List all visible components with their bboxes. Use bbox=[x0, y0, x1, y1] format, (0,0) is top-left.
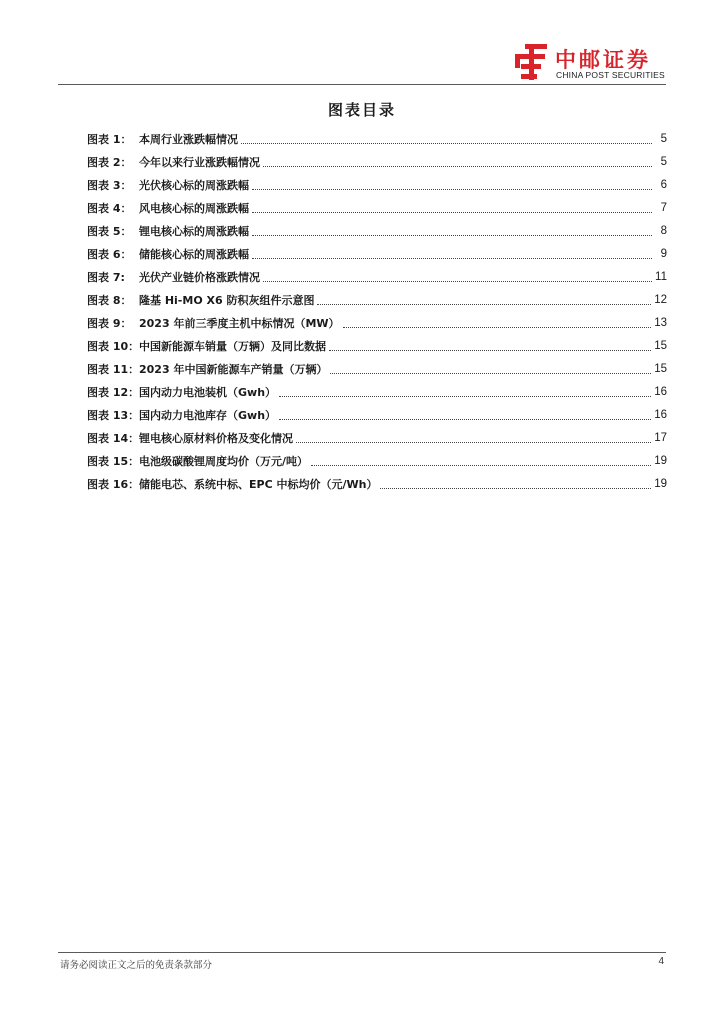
toc-entry-label: 图表 12： bbox=[87, 385, 140, 399]
toc-entry-page: 19 bbox=[654, 477, 667, 490]
toc-entry-title: 锂电核心原材料价格及变化情况 bbox=[139, 431, 293, 445]
toc-entry[interactable] bbox=[87, 403, 667, 426]
toc-entry-title: 储能电芯、系统中标、EPC 中标均价（元/Wh） bbox=[139, 477, 378, 491]
toc-entry-title: 电池级碳酸锂周度均价（万元/吨） bbox=[139, 454, 309, 468]
toc-dot-leader bbox=[317, 303, 651, 305]
toc-entry[interactable] bbox=[87, 449, 667, 472]
toc-entry-page: 16 bbox=[654, 408, 667, 421]
figure-toc-list bbox=[87, 127, 667, 495]
toc-entry-label: 图表 14： bbox=[87, 431, 140, 445]
toc-entry[interactable] bbox=[87, 196, 667, 219]
toc-entry-label: 图表 11： bbox=[87, 362, 140, 376]
toc-entry-label: 图表 6： bbox=[87, 247, 132, 261]
toc-entry-title: 隆基 Hi-MO X6 防积灰组件示意图 bbox=[139, 293, 315, 307]
toc-dot-leader bbox=[263, 280, 652, 282]
footer-disclaimer: 请务必阅读正文之后的免责条款部分 bbox=[60, 960, 213, 971]
toc-title: 图表目录 bbox=[327, 101, 396, 119]
toc-dot-leader bbox=[252, 234, 652, 236]
toc-entry-label: 图表 5： bbox=[87, 224, 132, 238]
toc-entry-label: 图表 9： bbox=[87, 316, 132, 330]
brand-logo bbox=[511, 42, 671, 82]
toc-entry-title: 国内动力电池库存（Gwh） bbox=[139, 408, 277, 422]
toc-dot-leader bbox=[252, 211, 652, 213]
toc-entry[interactable] bbox=[87, 150, 667, 173]
toc-entry-page: 8 bbox=[660, 224, 667, 237]
toc-entry-title: 光伏核心标的周涨跌幅 bbox=[139, 178, 249, 192]
toc-entry[interactable] bbox=[87, 472, 667, 495]
brand-name-cn: 中邮证券 bbox=[555, 48, 651, 72]
toc-entry-title: 本周行业涨跌幅情况 bbox=[139, 132, 238, 146]
toc-dot-leader bbox=[279, 418, 651, 420]
toc-entry-page: 5 bbox=[660, 132, 667, 145]
toc-dot-leader bbox=[296, 441, 651, 443]
toc-entry-label: 图表 15： bbox=[87, 454, 140, 468]
header-divider bbox=[58, 84, 666, 85]
toc-entry-title: 光伏产业链价格涨跌情况 bbox=[139, 270, 260, 284]
toc-entry-page: 16 bbox=[654, 385, 667, 398]
toc-entry[interactable] bbox=[87, 357, 667, 380]
toc-entry-page: 12 bbox=[654, 293, 667, 306]
toc-entry[interactable] bbox=[87, 173, 667, 196]
toc-entry-label: 图表 7: bbox=[87, 270, 125, 284]
toc-entry-page: 9 bbox=[660, 247, 667, 260]
toc-entry-title: 风电核心标的周涨跌幅 bbox=[139, 201, 249, 215]
toc-entry[interactable] bbox=[87, 311, 667, 334]
toc-entry[interactable] bbox=[87, 219, 667, 242]
toc-entry-label: 图表 3： bbox=[87, 178, 132, 192]
footer-page-number: 4 bbox=[658, 956, 664, 967]
toc-entry[interactable] bbox=[87, 426, 667, 449]
toc-entry-page: 19 bbox=[654, 454, 667, 467]
toc-dot-leader bbox=[263, 165, 652, 167]
toc-dot-leader bbox=[330, 372, 651, 374]
toc-entry[interactable] bbox=[87, 242, 667, 265]
toc-dot-leader bbox=[279, 395, 651, 397]
toc-entry-label: 图表 2： bbox=[87, 155, 132, 169]
toc-dot-leader bbox=[252, 188, 652, 190]
toc-dot-leader bbox=[241, 142, 652, 144]
toc-entry-label: 图表 16： bbox=[87, 477, 140, 491]
china-post-logo-icon bbox=[511, 42, 551, 82]
toc-entry-page: 6 bbox=[660, 178, 667, 191]
footer-divider bbox=[58, 952, 666, 953]
toc-entry-title: 锂电核心标的周涨跌幅 bbox=[139, 224, 249, 238]
toc-entry-page: 15 bbox=[654, 362, 667, 375]
toc-entry-title: 今年以来行业涨跌幅情况 bbox=[139, 155, 260, 169]
toc-entry-page: 5 bbox=[660, 155, 667, 168]
brand-name-en: CHINA POST SECURITIES bbox=[556, 70, 665, 80]
toc-dot-leader bbox=[311, 464, 651, 466]
toc-entry-label: 图表 4： bbox=[87, 201, 132, 215]
toc-entry[interactable] bbox=[87, 127, 667, 150]
toc-entry[interactable] bbox=[87, 334, 667, 357]
toc-entry-label: 图表 8： bbox=[87, 293, 132, 307]
toc-entry-label: 图表 1： bbox=[87, 132, 132, 146]
toc-entry-title: 2023 年前三季度主机中标情况（MW） bbox=[139, 316, 340, 330]
toc-dot-leader bbox=[329, 349, 651, 351]
toc-entry[interactable] bbox=[87, 265, 667, 288]
toc-entry-page: 11 bbox=[655, 270, 667, 283]
page-header bbox=[0, 0, 724, 90]
toc-entry-page: 7 bbox=[660, 201, 667, 214]
toc-entry-title: 2023 年中国新能源车产销量（万辆） bbox=[139, 362, 328, 376]
toc-entry-label: 图表 10： bbox=[87, 339, 140, 353]
toc-entry-title: 国内动力电池装机（Gwh） bbox=[139, 385, 277, 399]
toc-entry-title: 储能核心标的周涨跌幅 bbox=[139, 247, 249, 261]
toc-entry-page: 13 bbox=[654, 316, 667, 329]
toc-dot-leader bbox=[380, 487, 651, 489]
toc-entry-page: 15 bbox=[654, 339, 667, 352]
toc-entry-label: 图表 13： bbox=[87, 408, 140, 422]
toc-dot-leader bbox=[343, 326, 652, 328]
toc-entry[interactable] bbox=[87, 380, 667, 403]
toc-entry-page: 17 bbox=[654, 431, 667, 444]
toc-entry-title: 中国新能源车销量（万辆）及同比数据 bbox=[139, 339, 326, 353]
toc-dot-leader bbox=[252, 257, 652, 259]
toc-entry[interactable] bbox=[87, 288, 667, 311]
